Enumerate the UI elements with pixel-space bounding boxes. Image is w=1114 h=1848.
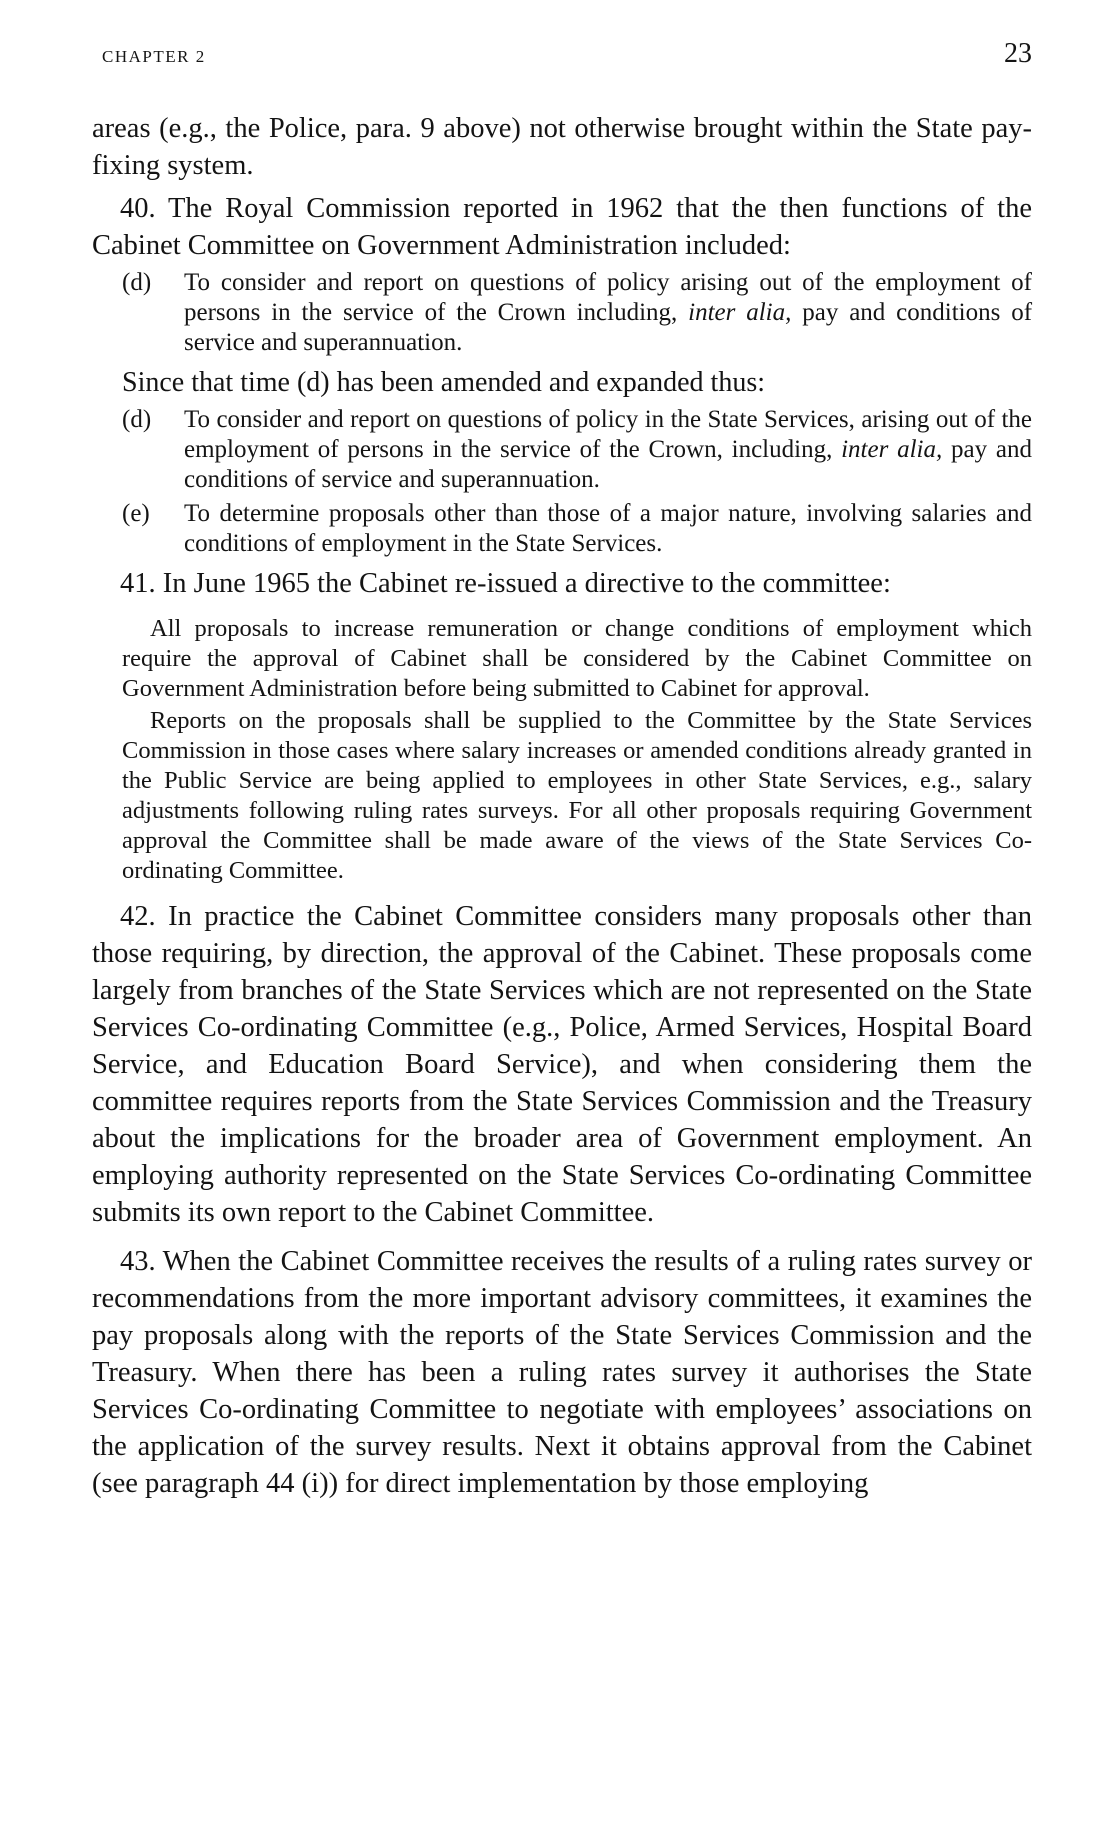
paragraph-40-intro: 40. The Royal Commission reported in 1962 that the then functions of the Cabinet Committee on Government Administration included: xyxy=(92,193,1032,261)
paragraph-continuation: areas (e.g., the Police, para. 9 above) not otherwise brought within the State pay-fixing system. xyxy=(92,113,1032,181)
clause-text: To determine proposals other than those of a major nature, involving salaries and conditions of employment in the State Services. xyxy=(184,500,1032,557)
running-head xyxy=(92,38,1032,70)
clause-e xyxy=(122,499,1032,559)
clause-d-amended xyxy=(122,405,1032,495)
clause-label: (e) xyxy=(122,500,150,527)
paragraph-43: 43. When the Cabinet Committee receives the results of a ruling rates survey or recommendations from the more important advisory committees, it examines the pay proposals along with the reports of the State Services Commission and the Treasury. When there has been a ruling rates survey it authorises the State Services Co-ordinating Committee to negotiate with employees’ associations on the application of the survey results. Next it obtains approval from the Cabinet (see paragraph 44 (i)) for direct implementation by those employing xyxy=(92,1246,1032,1499)
clause-text xyxy=(184,405,1032,495)
paragraph-41-intro: 41. In June 1965 the Cabinet re-issued a directive to the committee: xyxy=(120,568,891,599)
directive-quote-1: All proposals to increase remuneration or change conditions of employment which require the approval of Cabinet shall be considered by the Cabinet Committee on Government Administration before being submitted to Cabinet for approval. xyxy=(122,615,1032,702)
paragraph-40-since: Since that time (d) has been amended and expanded thus: xyxy=(122,367,766,398)
paragraph-42: 42. In practice the Cabinet Committee considers many proposals other than those requiring, by direction, the approval of the Cabinet. These proposals come largely from branches of the State Services which are not represented on the State Services Co-ordinating Committee (e.g., Police, Armed Services, Hospital Board Service, and Education Board Service), and when considering them the committee requires reports from the State Services Commission and the Treasury about the implications for the broader area of Government employment. An employing authority represented on the State Services Co-ordinating Committee submits its own report to the Cabinet Committee. xyxy=(92,901,1032,1228)
directive-quote-2: Reports on the proposals shall be supplied to the Committee by the State Services Commission in those cases where salary increases or amended conditions already granted in the Public Service are being applied to employees in other State Services, e.g., salary adjustments following ruling rates surveys. For all other proposals requiring Government approval the Committee shall be made aware of the views of the State Services Co-ordinating Committee. xyxy=(122,707,1032,884)
page-number: 23 xyxy=(1004,38,1032,69)
clause-text-part: To consider and report on questions of policy arising out of the employment of persons in the service of the Crown including, xyxy=(184,269,1032,326)
clause-text xyxy=(184,268,1032,358)
document-page xyxy=(92,38,1032,1502)
chapter-label: CHAPTER 2 xyxy=(102,47,206,66)
clause-text-part: pay and conditions of service and superannuation. xyxy=(184,299,1033,356)
clause-label: (d) xyxy=(122,269,152,296)
clause-d-original xyxy=(122,268,1032,358)
clause-text-part: To consider and report on questions of policy in the State Services, arising out of the employment of persons in the service of the Crown, including, xyxy=(184,406,1032,463)
clause-label: (d) xyxy=(122,406,152,433)
clause-text-part: pay and conditions of service and superannuation. xyxy=(184,436,1033,493)
latin-phrase: inter alia, xyxy=(841,436,943,463)
latin-phrase: inter alia, xyxy=(688,299,792,326)
